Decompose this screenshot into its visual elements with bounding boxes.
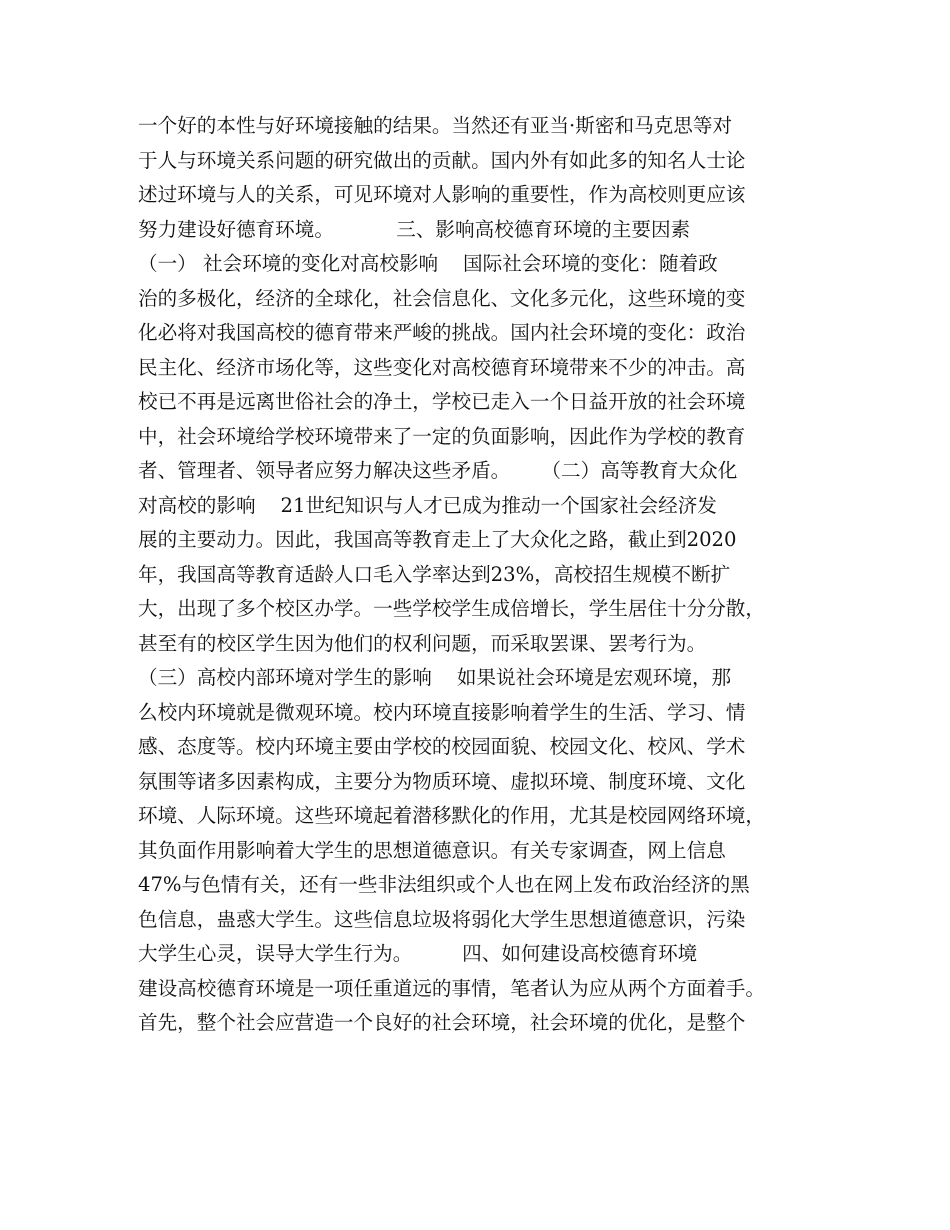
- text-line: 化必将对我国高校的德育带来严峻的挑战。国内社会环境的变化：政治: [138, 321, 746, 344]
- body-text: [138, 109, 828, 1041]
- text-line: 感、态度等。校内环境主要由学校的校园面貌、校园文化、校风、学术: [138, 735, 746, 758]
- text-line: 一个好的本性与好环境接触的结果。当然还有亚当·斯密和马克思等对: [138, 114, 733, 137]
- text-line: （一） 社会环境的变化对高校影响 国际社会环境的变化：随着政: [138, 252, 718, 275]
- text-line: 努力建设好德育环境。 三、影响高校德育环境的主要因素: [138, 217, 691, 241]
- text-line: 中，社会环境给学校环境带来了一定的负面影响，因此作为学校的教育: [138, 424, 746, 448]
- text-line: 校已不再是远离世俗社会的净土，学校已走入一个日益开放的社会环境: [138, 390, 746, 413]
- text-line: 么校内环境就是微观环境。校内环境直接影响着学生的生活、学习、情: [138, 700, 746, 724]
- text-line: 者、管理者、领导者应努力解决这些矛盾。 （二）高等教育大众化: [138, 459, 738, 482]
- text-line: 民主化、经济市场化等，这些变化对高校德育环境带来不少的冲击。高: [138, 355, 746, 379]
- text-line: 环境、人际环境。这些环境起着潜移默化的作用，尤其是校园网络环境，: [138, 804, 765, 827]
- text-line: 其负面作用影响着大学生的思想道德意识。有关专家调查，网上信息: [138, 838, 726, 862]
- text-line: 建设高校德育环境是一项任重道远的事情，笔者认为应从两个方面着手。: [138, 976, 765, 1000]
- text-line: 对高校的影响 21世纪知识与人才已成为推动一个国家社会经济发: [138, 493, 717, 517]
- text-line: 治的多极化，经济的全球化，社会信息化、文化多元化，这些环境的变: [138, 286, 746, 310]
- text-line: 大，出现了多个校区办学。一些学校学生成倍增长，学生居住十分分散，: [138, 597, 765, 620]
- text-line: 47%与色情有关，还有一些非法组织或个人也在网上发布政治经济的黑: [138, 873, 750, 896]
- text-line: 述过环境与人的关系，可见环境对人影响的重要性，作为高校则更应该: [138, 183, 746, 206]
- text-line: 于人与环境关系问题的研究做出的贡献。国内外有如此多的知名人士论: [138, 148, 746, 172]
- text-line: （三）高校内部环境对学生的影响 如果说社会环境是宏观环境，那: [138, 666, 732, 689]
- text-line: 甚至有的校区学生因为他们的权利问题，而采取罢课、罢考行为。: [138, 631, 707, 655]
- text-line: 年，我国高等教育适龄人口毛入学率达到23%，高校招生规模不断扩: [138, 562, 731, 586]
- text-line: 首先，整个社会应营造一个良好的社会环境，社会环境的优化，是整个: [138, 1011, 746, 1034]
- text-line: 大学生心灵，误导大学生行为。 四、如何建设高校德育环境: [138, 942, 698, 965]
- text-line: 色信息，蛊惑大学生。这些信息垃圾将弱化大学生思想道德意识，污染: [138, 907, 746, 931]
- text-line: 氛围等诸多因素构成，主要分为物质环境、虚拟环境、制度环境、文化: [138, 769, 746, 793]
- text-line: 展的主要动力。因此，我国高等教育走上了大众化之路，截止到2020: [138, 528, 737, 551]
